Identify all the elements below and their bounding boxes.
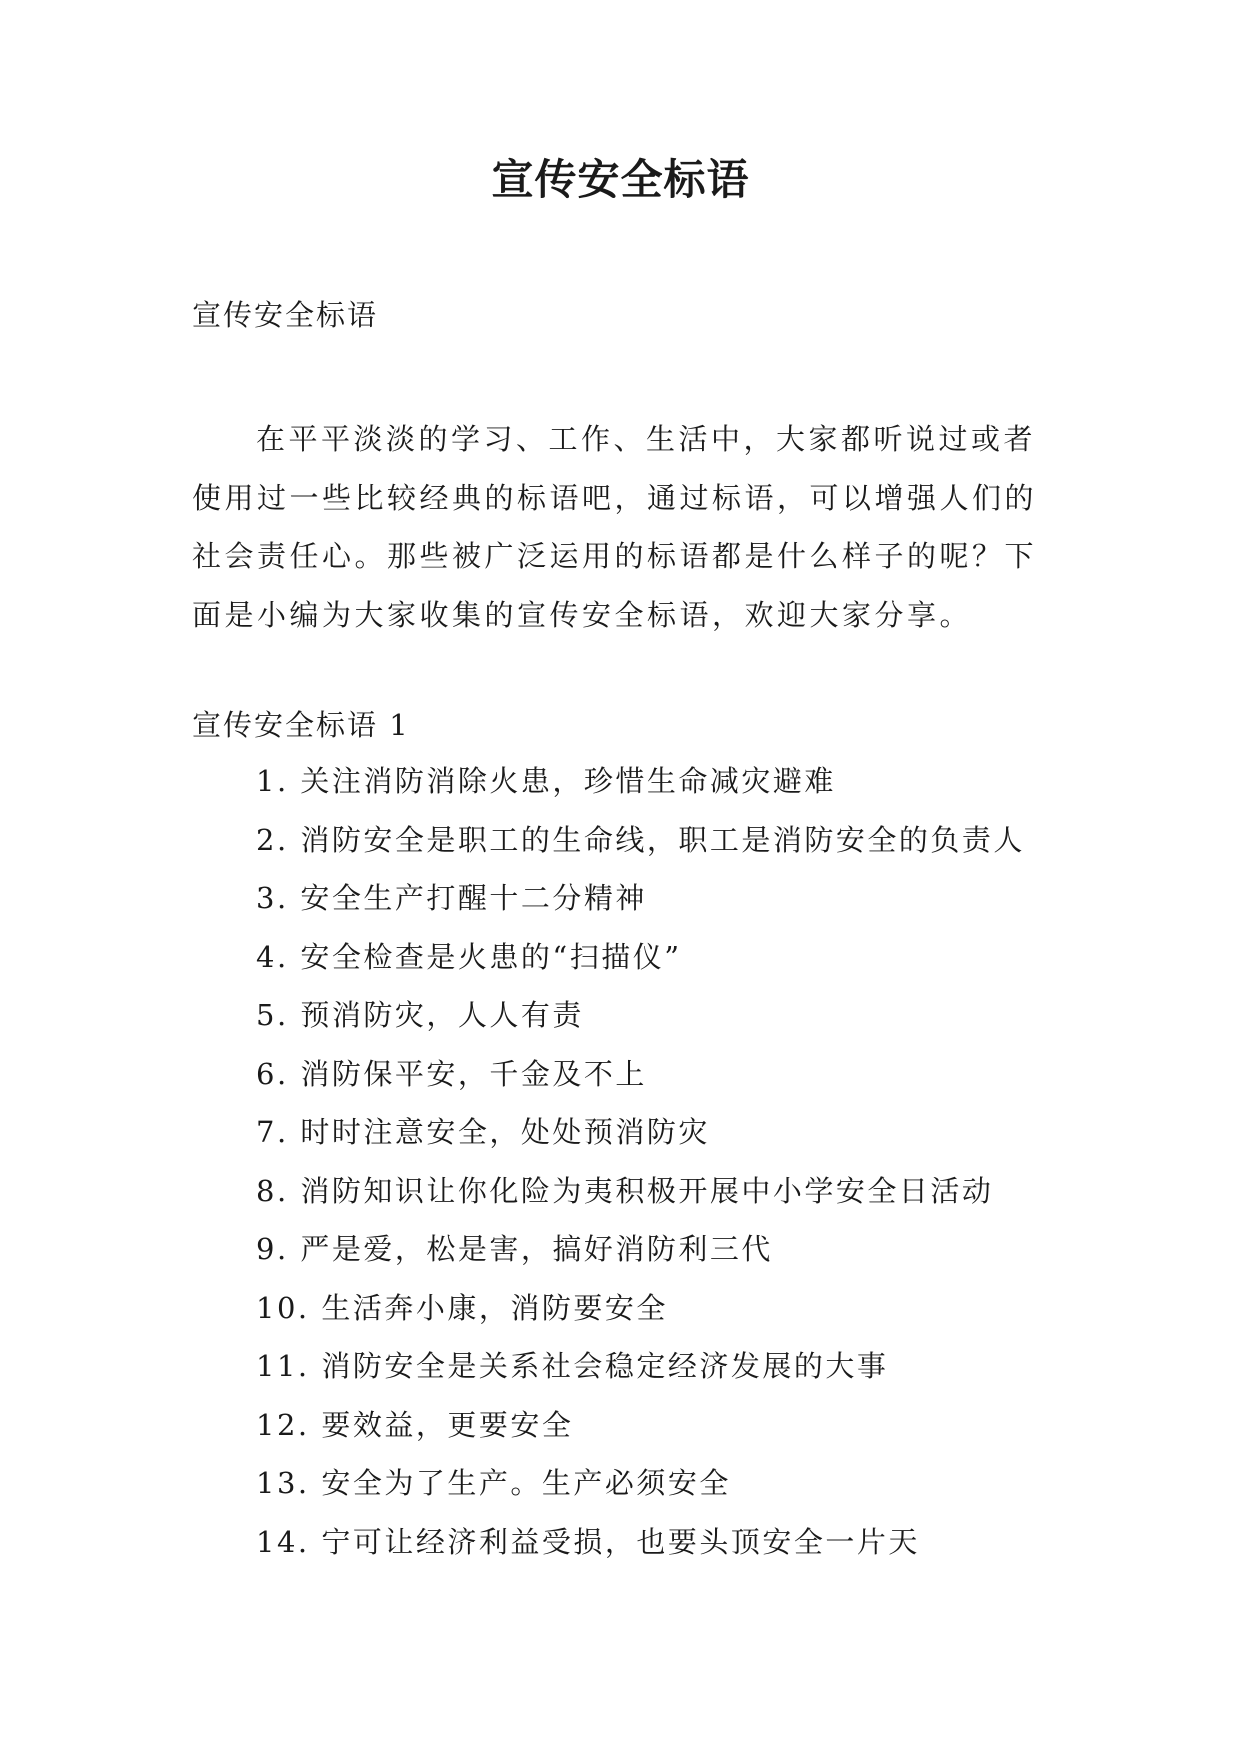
slogan-item: 9. 严是爱，松是害，搞好消防利三代 (256, 1232, 773, 1266)
slogan-list (256, 752, 1025, 1571)
slogan-item: 14. 宁可让经济利益受损，也要头顶安全一片天 (256, 1524, 920, 1559)
slogan-item: 11. 消防安全是关系社会稳定经济发展的大事 (256, 1349, 889, 1383)
intro-paragraph: 在平平淡淡的学习、工作、生活中，大家都听说过或者使用过一些比较经典的标语吧，通过标语，可以增强人们的社会责任心。那些被广泛运用的标语都是什么样子的呢？下面是小编为大家收集的宣传安全标语，欢迎大家分享。 (192, 422, 1038, 632)
slogan-item: 2. 消防安全是职工的生命线，职工是消防安全的负责人 (256, 822, 1025, 857)
slogan-item: 8. 消防知识让你化险为夷积极开展中小学安全日活动 (256, 1173, 994, 1208)
slogan-item: 1. 关注消防消除火患，珍惜生命减灾避难 (256, 764, 836, 798)
slogan-item: 5. 预消防灾，人人有责 (256, 998, 584, 1032)
slogan-item: 6. 消防保平安，千金及不上 (256, 1056, 647, 1091)
slogan-item: 4. 安全检查是火患的“扫描仪” (256, 939, 682, 974)
slogan-item: 12. 要效益，更要安全 (256, 1407, 574, 1442)
slogan-item: 10. 生活奔小康，消防要安全 (256, 1290, 668, 1325)
section-heading: 宣传安全标语 1 (192, 708, 410, 742)
slogan-item: 7. 时时注意安全，处处预消防灾 (256, 1115, 710, 1149)
slogan-item: 13. 安全为了生产。生产必须安全 (256, 1466, 731, 1500)
document-title: 宣传安全标语 (491, 155, 750, 204)
slogan-item: 3. 安全生产打醒十二分精神 (256, 881, 647, 915)
document-subtitle: 宣传安全标语 (192, 298, 379, 332)
